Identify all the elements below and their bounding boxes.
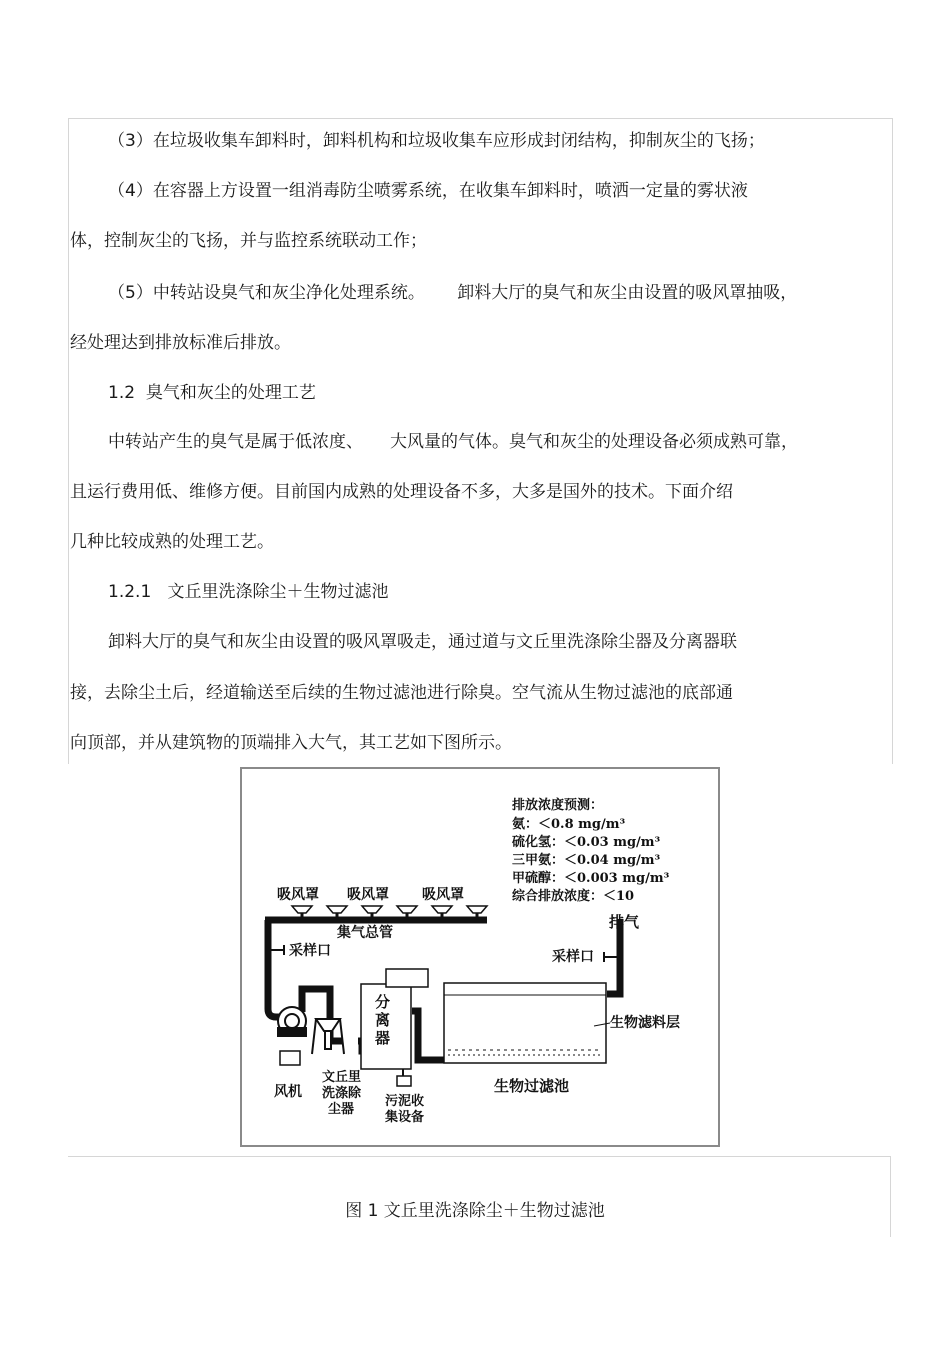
exhaust-label: 排气	[609, 913, 640, 931]
emission-ammonia: 氨：＜0.8 mg/m³	[512, 817, 626, 832]
fan-label: 风机	[274, 1084, 302, 1100]
paragraph-intro-cont: 且运行费用低、维修方便。目前国内成熟的处理设备不多，大多是国外的技术。下面介绍	[70, 482, 733, 502]
emission-trimethylamine: 三甲氨：＜0.04 mg/m³	[512, 853, 661, 868]
process-diagram	[240, 767, 720, 1147]
venturi-label-3: 尘器	[328, 1102, 355, 1117]
emission-h2s: 硫化氢：＜0.03 mg/m³	[512, 835, 661, 850]
paragraph-item-4: （4）在容器上方设置一组消毒防尘喷雾系统，在收集车卸料时，喷洒一定量的雾状液	[108, 181, 748, 201]
biofilter-tank	[444, 983, 606, 1063]
paragraph-item-5-cont: 经处理达到排放标准后排放。	[70, 333, 291, 353]
filter-media-label: 生物滤料层	[610, 1015, 680, 1031]
sludge-collector-icon	[397, 1069, 411, 1086]
paragraph-item-4-cont: 体，控制灰尘的飞扬，并与监控系统联动工作；	[70, 231, 427, 251]
separator-label-1: 分	[375, 993, 391, 1011]
emission-total: 综合排放浓度：＜10	[512, 889, 635, 904]
main-pipe-label: 集气总管	[337, 925, 393, 941]
sample-port-left-label: 采样口	[289, 943, 331, 959]
separator-label-3: 器	[375, 1029, 391, 1047]
hood-label-3: 吸风罩	[422, 887, 464, 903]
paragraph-intro: 中转站产生的臭气是属于低浓度、 大风量的气体。臭气和灰尘的处理设备必须成熟可靠，	[108, 432, 799, 452]
venturi-scrubber-icon	[312, 1019, 344, 1054]
hood-label-1: 吸风罩	[277, 887, 319, 903]
emission-title: 排放浓度预测：	[512, 798, 604, 813]
venturi-label-2: 洗涤除	[322, 1086, 362, 1101]
sludge-label-1: 污泥收	[385, 1094, 425, 1109]
figure-caption: 图 1 文丘里洗涤除尘＋生物过滤池	[345, 1201, 605, 1221]
caption-frame-border	[68, 1156, 891, 1237]
paragraph-process-cont: 接，去除尘土后，经道输送至后续的生物过滤池进行除臭。空气流从生物过滤池的底部通	[70, 683, 733, 703]
separator-top	[386, 969, 428, 987]
sludge-label-2: 集设备	[385, 1110, 425, 1125]
venturi-label-1: 文丘里	[322, 1070, 362, 1085]
paragraph-item-5: （5）中转站设臭气和灰尘净化处理系统。 卸料大厅的臭气和灰尘由设置的吸风罩抽吸，	[108, 283, 798, 303]
paragraph-process-cont2: 向顶部，并从建筑物的顶端排入大气，其工艺如下图所示。	[70, 733, 512, 753]
paragraph-item-3: （3）在垃圾收集车卸料时，卸料机构和垃圾收集车应形成封闭结构，抑制灰尘的飞扬；	[108, 131, 765, 151]
paragraph-process: 卸料大厅的臭气和灰尘由设置的吸风罩吸走，通过道与文丘里洗涤除尘器及分离器联	[108, 632, 737, 652]
suction-hoods	[292, 906, 487, 913]
section-heading-1-2-1: 1.2.1 文丘里洗涤除尘＋生物过滤池	[108, 582, 389, 602]
sample-port-right-label: 采样口	[552, 949, 594, 965]
fan-icon	[277, 1007, 307, 1065]
hood-label-2: 吸风罩	[347, 887, 389, 903]
emission-methanethiol: 甲硫醇：＜0.003 mg/m³	[512, 871, 670, 886]
section-heading-1-2: 1.2 臭气和灰尘的处理工艺	[108, 383, 316, 403]
separator-label-2: 离	[375, 1011, 391, 1029]
paragraph-intro-cont2: 几种比较成熟的处理工艺。	[70, 532, 274, 552]
biofilter-label: 生物过滤池	[494, 1077, 570, 1095]
